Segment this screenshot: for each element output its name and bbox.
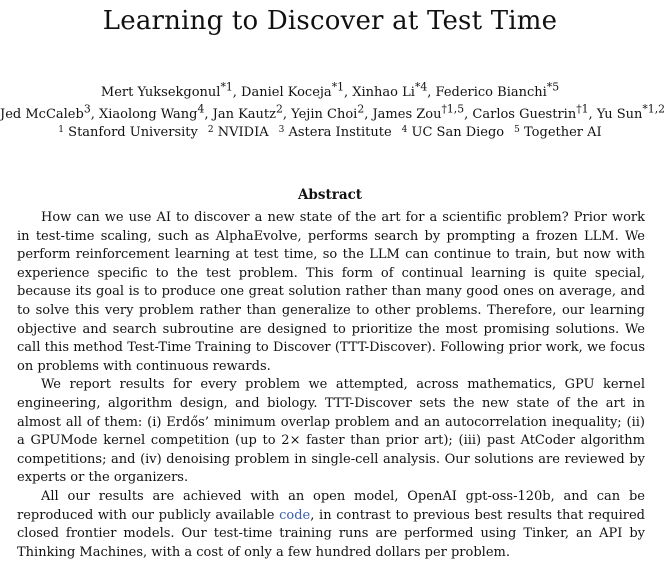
author-mark: *1,2 xyxy=(642,103,665,116)
author xyxy=(352,81,436,101)
author-separator: , xyxy=(427,85,436,101)
author-mark: *1 xyxy=(220,81,233,94)
author xyxy=(291,103,373,123)
affiliation-name: Astera Institute xyxy=(288,125,392,140)
author-name: Xinhao Li xyxy=(352,85,415,101)
author-mark: *5 xyxy=(546,81,560,94)
author xyxy=(0,103,99,123)
author-mark: 3 xyxy=(83,103,91,116)
author-mark: †1 xyxy=(576,103,589,116)
author-mark: †1,5 xyxy=(441,103,465,116)
author-list-line-1 xyxy=(0,79,660,102)
author-mark: 2 xyxy=(276,103,283,116)
author-mark: 4 xyxy=(197,103,205,116)
author-name: Mert Yuksekgonul xyxy=(100,85,221,101)
author-name: Federico Bianchi xyxy=(435,85,547,101)
author xyxy=(472,103,597,123)
author-mark: *1 xyxy=(331,81,344,94)
author-name: James Zou xyxy=(372,107,442,123)
author xyxy=(98,103,213,123)
author xyxy=(435,81,560,101)
author-separator: , xyxy=(588,107,597,123)
author-separator: , xyxy=(204,107,213,123)
author-name: Daniel Koceja xyxy=(241,85,332,101)
affiliation-name: NVIDIA xyxy=(217,125,269,140)
author-name: Jed McCaleb xyxy=(0,107,84,123)
abstract-text: All our results are achieved with an open model, OpenAI gpt-oss-120b, and can be reproduced with our publicly available xyxy=(17,488,645,523)
affiliation xyxy=(279,125,392,140)
abstract-heading: Abstract xyxy=(297,187,363,203)
author-name: Yejin Choi xyxy=(291,107,358,123)
author-separator: , xyxy=(364,107,373,123)
affiliation-list xyxy=(0,124,660,142)
author-list-line-2 xyxy=(0,101,665,124)
author xyxy=(372,103,473,123)
author-separator: , xyxy=(232,85,242,101)
affiliation-name: Together AI xyxy=(524,125,602,140)
author-separator: , xyxy=(344,85,353,101)
affiliation-number: 1 xyxy=(58,125,65,135)
affiliation xyxy=(514,125,602,140)
code-link[interactable]: code xyxy=(279,507,311,523)
author-separator: , xyxy=(464,107,473,123)
author-name: Carlos Guestrin xyxy=(472,107,577,123)
abstract-paragraph-2: We report results for every problem we attempted, across mathematics, GPU kernel engineering, algorithm design, and biology. TTT-Discover sets the new state of the art in almost all of them: (i) Erdős’ minimum overlap problem and an autocorrelation inequality; (ii) a GPUMode kernel competition (up to 2× faster than prior art); (iii) past AtCoder algorithm competitions; and (iv) denoising problem in single-cell analysis. Our solutions are reviewed by experts or the organizers. xyxy=(17,377,645,486)
abstract-body xyxy=(17,209,645,562)
author-name: Jan Kautz xyxy=(212,107,276,123)
abstract-paragraph-3 xyxy=(17,488,645,562)
affiliation-number: 2 xyxy=(207,125,214,135)
affiliation-number: 4 xyxy=(401,125,408,135)
author-name: Yu Sun xyxy=(596,107,643,123)
author-mark: 2 xyxy=(357,103,365,116)
paper-title: Learning to Discover at Test Time xyxy=(102,6,558,36)
affiliation-number: 3 xyxy=(278,125,285,135)
author-mark: *4 xyxy=(414,81,428,94)
author-separator: , xyxy=(282,107,292,123)
affiliation xyxy=(208,125,269,140)
affiliation-name: UC San Diego xyxy=(411,125,505,140)
affiliation xyxy=(58,125,198,140)
abstract-paragraph-1: How can we use AI to discover a new state of the art for a scientific problem? Prior work in test-time scaling, such as AlphaEvolve, performs search by prompting a frozen LLM. We perform reinforcement learning at test time, so the LLM can continue to train, but now with experience specific to the test problem. This form of continual learning is quite special, because its goal is to produce one great solution rather than many good ones on average, and to solve this very problem rather than generalize to other problems. Therefore, our learning objective and search subroutine are designed to prioritize the most promising solutions. We call this method Test-Time Training to Discover (TTT-Discover). Following prior work, we focus on problems with continuous rewards. xyxy=(17,210,645,374)
author-separator: , xyxy=(90,107,99,123)
abstract-text: , in contrast to previous best results that required closed frontier models. Our test-time training runs are performed using Tinker, an API by Thinking Machines, with a cost of only a few hundred dollars per problem. xyxy=(17,507,645,560)
affiliation-name: Stanford University xyxy=(68,125,198,140)
author xyxy=(100,81,242,101)
author-name: Xiaolong Wang xyxy=(98,107,198,123)
author xyxy=(212,103,292,123)
author xyxy=(596,103,665,123)
author xyxy=(241,81,353,101)
affiliation xyxy=(402,125,505,140)
affiliation-number: 5 xyxy=(514,125,520,135)
